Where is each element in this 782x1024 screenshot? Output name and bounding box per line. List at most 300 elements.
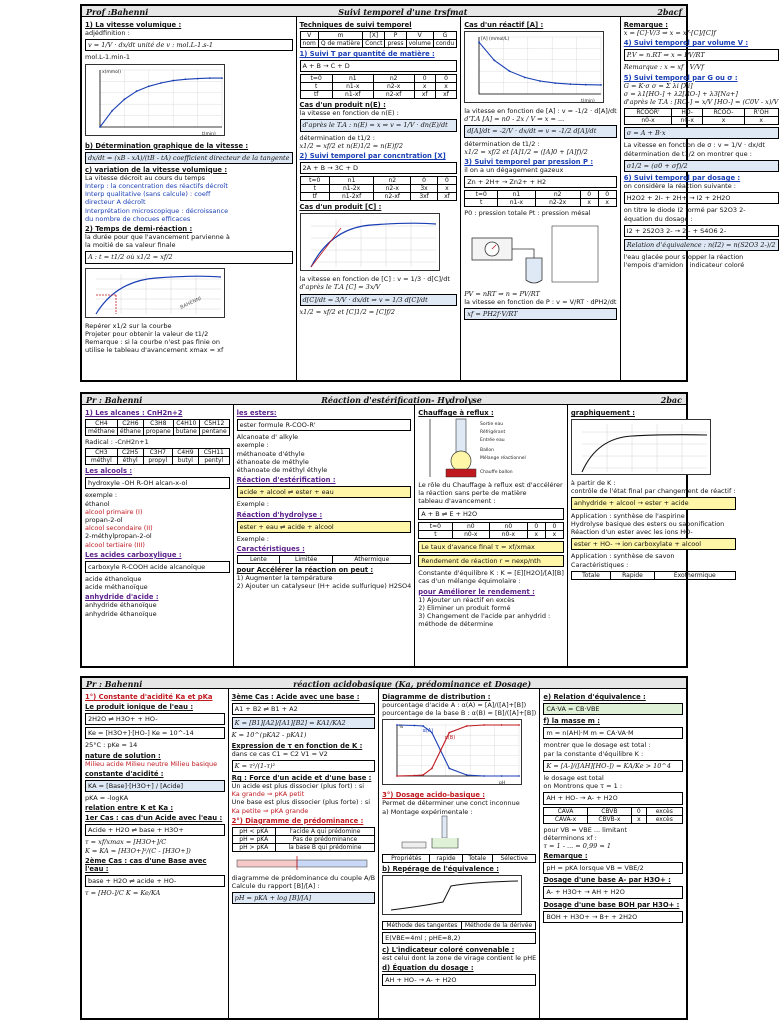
text-line: la vitesse en fonction de P : v = V/RT · dPH2/dt xyxy=(464,297,617,306)
text-line: pourcentage d'acide A : α(A) = [A]/([A]+[B]) xyxy=(382,701,527,709)
section-title: c) L'indicateur coloré convenable : xyxy=(382,946,515,955)
text-line: détermination de t1/2 : xyxy=(299,133,375,142)
table-cell: propyl xyxy=(143,457,172,465)
data-point xyxy=(99,126,101,128)
sheet-header xyxy=(82,6,686,17)
table-cell: Q de matière xyxy=(318,40,362,48)
formula-box: σ1/2 = (σ0 + σf)/2 xyxy=(624,160,779,172)
advancement-table: t=0 n1 n2 0 0 t n1-x n2-x x x tf n1-xf n2-xf xf xf xyxy=(300,74,458,99)
table-cell: Pas de prédominance xyxy=(275,835,374,843)
text-line: contrôle de l'état final par changement de réactif : xyxy=(570,487,736,496)
table-cell: pH > pKA xyxy=(232,843,275,851)
section-title: c) variation de la vitesse volumique : xyxy=(85,165,228,174)
section-title: 5) Suivi temporel par G ou σ : xyxy=(623,73,738,82)
table-cell: Totale xyxy=(462,854,492,862)
equation-box: 2H2O ⇌ H3O+ + HO- xyxy=(85,713,225,725)
table-cell: Propriétés xyxy=(383,854,430,862)
text-line: méthanoate d'éthyle xyxy=(236,449,305,458)
formula-box: d[C]/dt = 3/V · dx/dt ⇒ v = 1/3 d[C]/dt xyxy=(300,294,458,306)
data-point xyxy=(518,725,520,727)
table-cell: Conct xyxy=(363,40,385,48)
equation-box: A- + H3O+ → AH + H2O xyxy=(543,886,683,898)
column-1 xyxy=(82,689,229,1018)
text-line: 3) Changement de l'acide par anhydrid : xyxy=(418,612,551,621)
section-title: Cas d'un produit n(E) : xyxy=(299,101,386,110)
text-line: K = KA = [H3O+]²/(C - [H3O+]) xyxy=(85,846,191,855)
section-title: 2ème Cas : cas d'une Base avec l'eau : xyxy=(85,856,207,873)
data-point xyxy=(600,84,602,86)
section-title: 1°) Constante d'acidité Ka et pKa xyxy=(85,693,213,701)
formula-box: P.V = n.RT ⇒ x = PV/RT xyxy=(624,49,779,61)
advancement-table: t=0 n1 n2 0 0 t n1-2x n2-x 3x x tf n1-2xf n2-xf 3xf xf xyxy=(300,176,458,201)
text-line: la vitesse en fonction de [C] : v = 1/3 · d[C]/dt xyxy=(299,275,450,284)
data-point xyxy=(524,77,526,79)
text-line: pourcentage de la base B : α(B) = [B]/([A]+[B]) xyxy=(382,709,537,718)
section-title: Remarque : xyxy=(623,21,668,29)
section-title: Remarque : xyxy=(543,852,588,861)
section-title: 3) Suivi temporel par pression P : xyxy=(464,158,594,167)
text-line: mol.L-1.min-1 xyxy=(85,53,130,62)
data-point xyxy=(494,59,496,61)
section-title: f) la masse m : xyxy=(543,717,600,726)
formula-box: CA·VA = CB·VBE xyxy=(543,703,683,715)
formula-box: KA = [Base]·[H3O+] / [Acide] xyxy=(85,780,225,792)
table-cell: pH = pKA xyxy=(232,835,275,843)
text-line: est celui dont la zone de virage contient le pHE xyxy=(382,954,537,963)
table-cell: Sélective xyxy=(492,854,535,862)
text-line: Constante d'équilibre K : K = [E][H2O]/[A][B] xyxy=(418,569,564,578)
text-line: propan-2-ol xyxy=(85,516,123,525)
table-cell: volume xyxy=(406,40,433,48)
label-text: Entrée eau xyxy=(480,438,505,443)
table-cell: Méthode des tangentes xyxy=(383,921,461,929)
radical-table xyxy=(85,448,230,465)
techniques-table xyxy=(300,31,458,48)
data-point xyxy=(431,768,433,770)
section-title: Dosage d'une base BOH par H3O+ : xyxy=(543,900,680,909)
table-cell: Rapide xyxy=(610,571,654,579)
text-line: x1/2 = xf/2 et [C]1/2 = [C]f/2 xyxy=(299,307,396,316)
data-point xyxy=(478,41,480,43)
text-line: La vitesse décroit au cours du temps xyxy=(85,173,206,182)
table-cell: C2H5 xyxy=(117,449,143,457)
axis xyxy=(397,725,519,776)
table-cell: méthyl xyxy=(86,457,118,465)
table-cell: V xyxy=(300,32,318,40)
text-line: tableau d'avancement : xyxy=(418,497,496,506)
section-title: Cas d'un réactif [A] : xyxy=(464,21,544,29)
text-line: Une base est plus dissocier (plus forte) : si xyxy=(231,798,371,807)
text-line: 2) Ajouter un catalyseur (H+ acide sulfurique) H2SO4 xyxy=(236,582,412,591)
table-cell: C5H12 xyxy=(199,420,229,428)
advancement-table: t=0 n1 n2 0 0 t n1-x n2-2x x x xyxy=(464,190,617,207)
data-point xyxy=(124,98,126,100)
data-point xyxy=(518,776,520,778)
text-line: directeur A décroît xyxy=(85,198,146,207)
text-line: Repérer x1/2 sur la courbe xyxy=(85,321,172,330)
text-line: La vitesse en fonction de σ : v = 1/V · dx/dt xyxy=(623,141,765,150)
text-line: 2-méthylpropan-2-ol xyxy=(85,532,152,541)
text-line: le dosage est total xyxy=(543,774,604,783)
legend-label: α(A) xyxy=(422,728,434,735)
pressure-apparatus-diagram xyxy=(464,218,604,288)
section-title: 2) Temps de demi-réaction : xyxy=(85,225,193,234)
section-title: Chauffage à reflux : xyxy=(418,409,494,417)
table-cell: Totale xyxy=(571,571,610,579)
legend-label: α(B) xyxy=(444,735,456,742)
text-line: Exemple : xyxy=(236,500,269,509)
sheet-header xyxy=(82,678,686,689)
column-1 xyxy=(82,17,297,380)
table-cell: pentane xyxy=(199,428,229,436)
text-line: Ka grande ⇒ pKA petit xyxy=(231,790,305,799)
text-line: x1/2 = xf/2 et n(E)1/2 = n(E)f/2 xyxy=(299,141,403,150)
text-line: équation du dosage : xyxy=(623,214,693,223)
predominance-axis xyxy=(232,854,372,872)
data-point xyxy=(160,82,162,84)
section-title: relation entre K et Ka : xyxy=(85,804,174,813)
data-point xyxy=(501,776,503,778)
text-line: Exemple : xyxy=(236,534,269,543)
text-line: 25°C : pKe = 14 xyxy=(85,741,138,750)
text-line: pour VB = VBE ... limitant xyxy=(543,825,628,834)
chart-reactif xyxy=(464,31,604,103)
text-line: 1) Augmenter la température xyxy=(236,574,333,583)
text-line: Interprétation microscopique : décroissance xyxy=(85,206,229,215)
formula-box: v = 1/V · dx/dt unité de v : mol.L-1.s-1 xyxy=(85,39,293,51)
equation-box: A + B → C + D xyxy=(300,60,458,72)
section-title: Les acides carboxylique : xyxy=(85,550,182,559)
table-cell: C2H6 xyxy=(117,420,143,428)
section-title: anhydride d'acide : xyxy=(85,593,159,602)
section-title: 3ème Cas : Acide avec une base : xyxy=(231,693,360,701)
column-4 xyxy=(621,17,782,380)
text-line: Application : synthèse de l'aspirine xyxy=(570,511,685,520)
equation-box: ester + eau ⇌ acide + alcool xyxy=(237,521,412,533)
formula-box: pH = pKA lorsque VB = VBE/2 xyxy=(543,862,683,874)
text-line: cas d'un mélange équimolaire : xyxy=(418,577,521,586)
text-line: éthanol xyxy=(85,499,110,508)
sheet-title: réaction acidobasique (Ka, prédominance et Dosage) xyxy=(293,679,532,689)
text-line: alcool primaire (I) xyxy=(85,507,143,516)
table-cell: pH < pKA xyxy=(232,827,275,835)
text-line: adjédfinition : xyxy=(85,29,130,37)
data-point xyxy=(483,776,485,778)
alkane-table xyxy=(85,419,230,436)
characteristics-table xyxy=(571,571,736,580)
text-line: d'après le T.A : [RO-] = x/V [HO-] = (C0V - x)/V xyxy=(623,98,779,107)
advancement-table: t=0 n0 n0 0 0 t n0-x n0-x x x xyxy=(418,522,564,539)
text-line: utilise le tableau d'avancement xmax = xf xyxy=(85,346,224,355)
text-line: Application : synthèse de savon xyxy=(570,552,675,561)
table-cell: press xyxy=(385,40,406,48)
section-title: Le produit ionique de l'eau : xyxy=(85,703,194,711)
sheet-title: Suivi temporel d'une trsfmat xyxy=(338,7,468,17)
section-title: 2°) Diagramme de prédominance : xyxy=(231,816,364,825)
text-line: dans ce cas C1 = C2 V1 = V2 xyxy=(231,749,328,758)
text-line: exemple : xyxy=(85,491,118,500)
text-line: l'empois d'amidon : indicateur coloré xyxy=(623,261,745,270)
table-cell: éthyl xyxy=(117,457,143,465)
data-point xyxy=(448,768,450,770)
table-cell: Limitée xyxy=(280,556,333,564)
data-point xyxy=(172,79,174,81)
data-point xyxy=(501,725,503,727)
section-title: pour Améliorer le rendement : xyxy=(418,587,535,596)
text-line: τ = 1 - ... = 0,99 ≈ 1 xyxy=(543,842,611,851)
author: Prof :Bahenni xyxy=(86,7,149,17)
y-axis-label: % xyxy=(399,725,404,731)
label-text: Sortie eau xyxy=(480,422,504,427)
table-cell: butane xyxy=(173,428,199,436)
section-title: Rq : Force d'un acide et d'une base : xyxy=(231,774,372,783)
formula-box: Ke = [H3O+]·[HO-] Ke = 10^-14 xyxy=(85,727,225,739)
class-label: 2bacf xyxy=(657,7,682,17)
table-cell: Lente xyxy=(237,556,279,564)
section-title: Dosage d'une base A- par H3O+ : xyxy=(543,876,671,885)
text-line: Permet de déterminer une conct inconnue xyxy=(382,799,520,808)
section-title: Les alcools : xyxy=(85,467,133,476)
column-3 xyxy=(461,17,621,380)
text-line: Interp qualitative (sans calcule) : coeff xyxy=(85,190,211,199)
sheet-header xyxy=(82,394,686,405)
text-line: Radical : -CnH2n+1 xyxy=(85,438,149,446)
text-line: la vitesse en fonction de [A] : v = -1/2 · d[A]/dt xyxy=(464,107,617,115)
table-cell: Athermique xyxy=(333,556,411,564)
data-point xyxy=(396,776,398,778)
formula-box: pH = pKA + log [B]/[A] xyxy=(232,892,375,904)
text-line: x1/2 = xf/2 et [A]1/2 = ([A]0 + [A]f)/2 xyxy=(464,147,588,156)
data-point xyxy=(570,83,572,85)
text-line: x = [C]·V/3 ⇒ x = xf·[C]/[C]f xyxy=(623,29,716,37)
text-line: il on a un dégagement gazeux xyxy=(464,166,564,175)
section-title: 1) Les alcanes : CnH2n+2 xyxy=(85,409,183,417)
data-point xyxy=(448,732,450,734)
x-axis-label: pH xyxy=(499,781,506,787)
equation-box: Zn + 2H+ → Zn2+ + H2 xyxy=(464,176,617,188)
table-cell: propane xyxy=(143,428,173,436)
text-line: PV = nRT ⇒ n = PV/RT xyxy=(464,289,540,298)
advancement-table: CAVA CBVB 0 excès CAVA-x CBVB-x x excès xyxy=(543,807,683,824)
section-title: nature de solution : xyxy=(85,751,161,760)
table-cell: C3H7 xyxy=(143,449,172,457)
data-point xyxy=(440,750,442,752)
table-cell: l'acide A qui prédomine xyxy=(275,827,374,835)
section-title: e) Relation d'équivalence : xyxy=(543,693,646,701)
formula-box: m = n(AH)·M m = CA·VA·M xyxy=(543,727,683,739)
table-cell: V xyxy=(406,32,433,40)
text-line: l'eau glacée pour stopper la réaction xyxy=(623,253,744,262)
text-line: acide méthanoïque xyxy=(85,583,148,592)
section-title: 1) Suivi T par quantité de matière : xyxy=(299,50,435,58)
data-point xyxy=(539,80,541,82)
text-line: anhydride éthanoïque xyxy=(85,609,157,618)
concentration-plot xyxy=(300,213,440,271)
table-cell: Exothermique xyxy=(655,571,735,579)
text-line: la moitié de sa valeur finale xyxy=(85,241,176,250)
equation-box: ester + HO- → ion carboxylate + alcool xyxy=(571,538,736,550)
data-point xyxy=(209,77,211,79)
table-cell: butyl xyxy=(172,457,198,465)
text-line: alcool tertiaire (III) xyxy=(85,540,145,549)
text-line: G = K·σ σ = Σ λi [Xi] xyxy=(623,81,693,90)
axis xyxy=(479,37,601,94)
table-cell: la base B qui prédomine xyxy=(275,843,374,851)
series-line xyxy=(100,78,222,127)
equation-box: base + H2O ⇌ acide + HO- xyxy=(85,875,225,887)
titration-setup-diagram xyxy=(382,816,522,850)
section-title: d) Équation du dosage : xyxy=(382,964,474,973)
text-line: Un acide est plus dissocier (plus fort) : si xyxy=(231,782,365,791)
label-text: Chauffe ballon xyxy=(480,470,513,475)
column-1 xyxy=(82,405,234,666)
equation-box: AH + HO- → A- + H2O xyxy=(543,792,683,804)
text-line: σ = λ1[HO-] + λ2[RO-] + λ3[Na+] xyxy=(623,89,738,98)
sheet-acidobasique xyxy=(80,676,688,1020)
section-title: b) Détermination graphique de la vitesse : xyxy=(85,141,249,150)
text-line: par la constante d'équilibre K : xyxy=(543,749,644,758)
data-point xyxy=(585,84,587,86)
text-line: d'T.A [A] = n0 - 2x / V ⇒ x = ... xyxy=(464,115,565,124)
data-point xyxy=(555,82,557,84)
x-axis-label: t(min) xyxy=(202,131,216,137)
text-line: Milieu acide Milieu neutre Milieu basique xyxy=(85,759,218,768)
table-cell: condu xyxy=(433,40,456,48)
table-cell: C4H10 xyxy=(173,420,199,428)
equation-box: A + B ⇌ E + H2O xyxy=(418,508,564,520)
y-axis-label: x(mmol) xyxy=(102,69,121,75)
text-line: Le rôle du Chauffage à reflux est d'accélérer xyxy=(418,481,563,489)
section-title: Expression de τ en fonction de K : xyxy=(231,741,363,750)
text-line: Interp : la concentration des réactifs décroît xyxy=(85,182,228,191)
table-cell: Méthode de la dérivée xyxy=(461,921,536,929)
text-line: τ = xf/xmax = [H3O+]/C xyxy=(85,838,167,847)
column-3 xyxy=(379,689,540,1018)
equation-box: BOH + H3O+ → B+ + 2H2O xyxy=(543,911,683,923)
text-line: Réaction d'un ester avec les ions HO- xyxy=(570,528,693,537)
text-line: diagramme de prédominance du couple A/B xyxy=(231,873,376,882)
text-line: acide éthanoïque xyxy=(85,575,142,584)
y-axis-label: [A] (mmol/L) xyxy=(481,37,510,42)
text-line: déterminons xf : xyxy=(543,833,597,842)
section-title: 1) La vitesse volumique : xyxy=(85,21,182,29)
equation-box: acide + alcool ⇌ ester + eau xyxy=(237,486,412,498)
text-line: du nombre de chocues efficaces xyxy=(85,214,191,223)
table-cell: méthane xyxy=(86,428,118,436)
data-point xyxy=(396,725,398,727)
section-title: 2) Suivi temporel par concntration [X] xyxy=(299,152,446,161)
equation-box: 2A + B → 3C + D xyxy=(300,162,458,174)
text-line: on titre le diode I2 formé par S2O3 2- xyxy=(623,206,746,215)
table-cell: CH3 xyxy=(86,449,118,457)
sheet-title: Réaction d'estérification- Hydrolyse xyxy=(321,395,482,405)
text-line: a) Montage expérimentale : xyxy=(382,807,473,816)
text-line: Caractéristiques : xyxy=(570,560,629,569)
characteristics-table xyxy=(237,555,412,564)
text-line: détermination de t1/2 : xyxy=(464,139,540,148)
data-point xyxy=(466,726,468,728)
label-text: Ballon xyxy=(480,448,495,453)
table-cell: C3H8 xyxy=(143,420,173,428)
equation-box: I2 + 2S2O3 2- → 2I- + S4O6 2- xyxy=(624,225,779,237)
text-line: Alcanoate d' alkyle xyxy=(236,433,299,442)
equation-box: anhydride + alcool → ester + acide xyxy=(571,497,736,509)
x-axis-label: t(min) xyxy=(581,99,595,104)
text-line: Remarque : x = xf · V/Vf xyxy=(623,63,704,72)
table-cell: nom xyxy=(300,40,318,48)
text-line: 2) Eliminer un produit formé xyxy=(418,603,511,612)
formula-box: d[A]/dt = -2/V · dx/dt ⇒ v = -1/2 d[A]/dt xyxy=(464,125,617,137)
text-line: τ = [HO-]/C K = Ke/KA xyxy=(85,889,161,898)
column-2 xyxy=(234,405,416,666)
text-line: Ka petite ⇒ pKA grande xyxy=(231,806,309,815)
text-line: P0 : pression totale Pt : pression mésal xyxy=(464,209,591,218)
properties-table xyxy=(382,854,536,863)
chart-avancement xyxy=(85,64,225,136)
table-cell: G xyxy=(433,32,456,40)
text-line: la durée pour que l'avancement parvienne à xyxy=(85,233,230,242)
data-point xyxy=(197,77,199,79)
series-line xyxy=(479,42,601,85)
author: Pr : Bahenni xyxy=(86,679,143,689)
text-line: pKA = -logKA xyxy=(85,794,129,803)
data-point xyxy=(148,85,150,87)
formula-box: σ = A + B·x xyxy=(624,127,779,139)
formula-box: dx/dt = (xB - xA)/(tB - tA) coefficient directeur de la tangente xyxy=(85,152,293,164)
table-cell: [X] xyxy=(363,32,385,40)
section-title: Diagramme de distribution : xyxy=(382,693,491,701)
series-line xyxy=(397,725,519,776)
text-line: Projeter pour obtenir la valeur de t1/2 xyxy=(85,329,209,338)
section-title: 6) Suivi temporel par dosage : xyxy=(623,174,741,183)
text-line: anhydride éthanoïque xyxy=(85,601,157,610)
data-point xyxy=(422,726,424,728)
section-title: Techniques de suivi temporel xyxy=(299,21,412,29)
text-line: méthode de détermine xyxy=(418,620,494,629)
formula-box: K = τ²/(1-τ)² xyxy=(232,760,375,772)
formula-box: carboxyle R-COOH acide alcanoïque xyxy=(85,561,230,573)
text-line: détermination de t1/2 on montrer que : xyxy=(623,149,752,158)
chart-distribution xyxy=(382,719,522,785)
table-cell: m xyxy=(318,32,362,40)
text-line: K = 10^(pKA2 - pKA1) xyxy=(231,731,307,740)
formula-box: d'après le T.A : n(E) = x ⇒ v = 1/V · dn(E)/dt xyxy=(300,119,458,131)
formula-box: Relation d'équivalence : n(I2) = n(S2O3 2-)/2 xyxy=(624,239,779,251)
table-cell: CH4 xyxy=(86,420,118,428)
formula-box: A : t = t1/2 où x1/2 = xf/2 xyxy=(85,251,293,263)
equation-box: A1 + B2 ⇌ B1 + A2 xyxy=(232,703,375,715)
section-title: 4) Suivi temporel par volume V : xyxy=(623,39,749,48)
text-line: on Montrons que τ = 1 : xyxy=(543,782,623,791)
data-point xyxy=(422,774,424,776)
column-2 xyxy=(297,17,462,380)
section-title: b) Repérage de l'équivalence : xyxy=(382,864,499,873)
text-line: à partir de K : xyxy=(570,479,616,487)
text-line: la vitesse en fonction de n(E) : xyxy=(299,109,399,118)
table-cell: éthane xyxy=(117,428,143,436)
text-line: éthanoate de méthyle xyxy=(236,457,309,466)
sheet-esterification xyxy=(80,392,736,668)
section-title: Cas d'un produit [C] : xyxy=(299,203,382,212)
text-line: exemple : xyxy=(236,441,269,450)
watermark-tag: BAHENNI xyxy=(179,295,203,311)
equation-box: Acide + H2O ⇌ base + H3O+ xyxy=(85,824,225,836)
formula-box: K = [B1][A2]/[A1][B2] = KA1/KA2 xyxy=(232,717,375,729)
data-point xyxy=(414,725,416,727)
column-3 xyxy=(415,405,568,666)
text-line: éthanoate de méthyl éthyle xyxy=(236,466,328,475)
equilibrium-plot xyxy=(571,419,711,475)
